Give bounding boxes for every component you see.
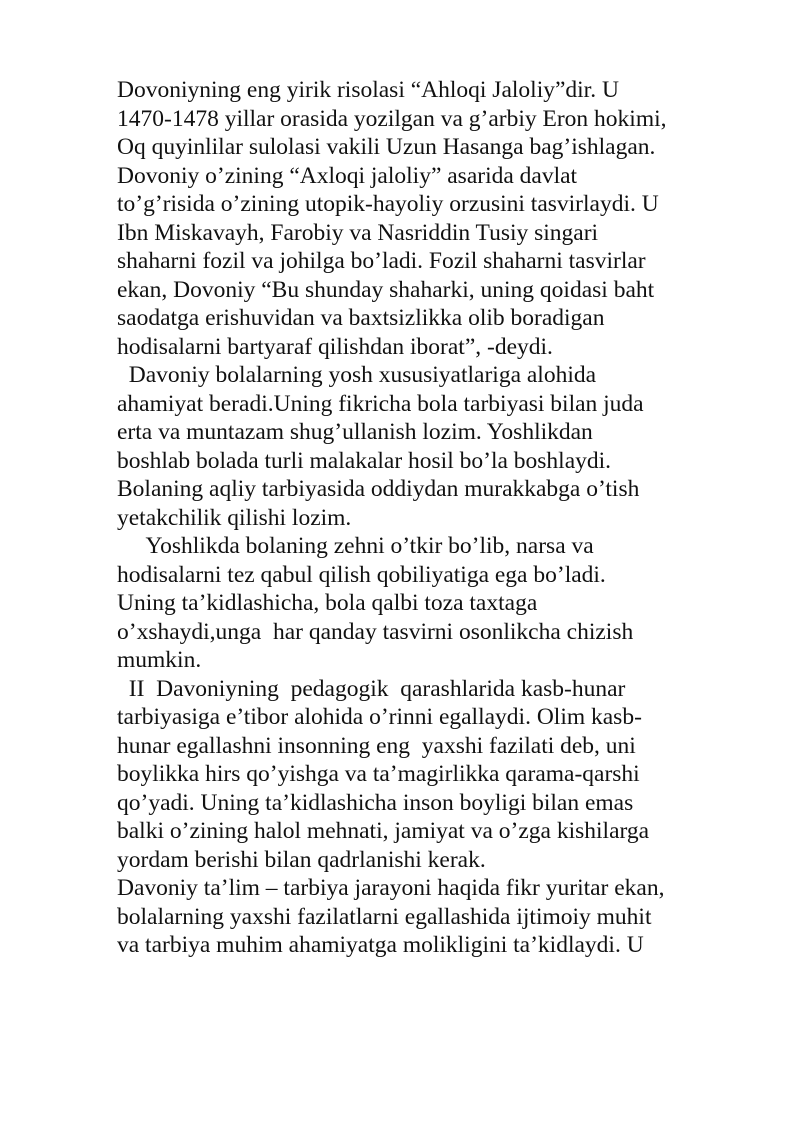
text-line: II Davoniyning pedagogik qarashlarida kasb-hunar (117, 675, 626, 702)
text-line: Davoniy ta’lim – tarbiya jarayoni haqida fikr yuritar ekan, (117, 875, 665, 901)
text-line: Bolaning aqliy tarbiyasida oddiydan murakkabga o’tish (117, 476, 640, 502)
text-line: Dovoniy o’zining “Axloqi jaloliy” asarida davlat (117, 162, 578, 189)
text-line: to’g’risida o’zining utopik-hayoliy orzusini tasvirlaydi. U (117, 191, 659, 217)
text-line: Oq quyinlilar sulolasi vakili Uzun Hasanga bag’ishlagan. (117, 134, 656, 160)
text-line: hodisalarni tez qabul qilish qobiliyatiga ega bo’ladi. (117, 561, 606, 588)
text-line: Ibn Miskavayh, Farobiy va Nasriddin Tusiy singari (117, 219, 599, 246)
text-line: hunar egallashni insonning eng yaxshi fazilati deb, uni (117, 732, 636, 759)
text-line: shaharni fozil va johilga bo’ladi. Fozil shaharni tasvirlar (117, 248, 646, 274)
text-line: Dovoniyning eng yirik risolasi “Ahloqi Jaloliy”dir. U (117, 77, 619, 103)
text-line: 1470-1478 yillar orasida yozilgan va g’arbiy Eron hokimi, (117, 105, 667, 132)
text-line: mumkin. (117, 647, 202, 673)
text-line: bolalarning yaxshi fazilatlarni egallashida ijtimoiy muhit (117, 903, 652, 930)
text-line: qo’yadi. Uning ta’kidlashicha inson boyligi bilan emas (117, 789, 634, 816)
body-text (117, 76, 757, 960)
text-line: Davoniy bolalarning yosh xususiyatlariga alohida (117, 362, 597, 388)
text-line: ahamiyat beradi.Uning fikricha bola tarbiyasi bilan juda (117, 390, 644, 417)
text-line: balki o’zining halol mehnati, jamiyat va o’zga kishilarga (117, 818, 650, 844)
text-line: Yoshlikda bolaning zehni o’tkir bo’lib, narsa va (117, 533, 594, 559)
text-line: yetakchilik qilishi lozim. (117, 504, 352, 531)
text-line: boshlab bolada turli malakalar hosil bo’la boshlaydi. (117, 447, 612, 474)
text-line: saodatga erishuvidan va baxtsizlikka olib boradigan (117, 305, 605, 331)
text-line: hodisalarni bartyaraf qilishdan iborat”, -deydi. (117, 333, 553, 360)
text-line: boylikka hirs qo’yishga va ta’magirlikka qarama-qarshi (117, 761, 640, 787)
text-line: erta va muntazam shug’ullanish lozim. Yoshlikdan (117, 419, 593, 445)
text-line: yordam berishi bilan qadrlanishi kerak. (117, 846, 486, 873)
text-line: o’xshaydi,unga har qanday tasvirni osonlikcha chizish (117, 618, 634, 645)
text-line: tarbiyasiga e’tibor alohida o’rinni egallaydi. Olim kasb- (117, 704, 642, 730)
text-line: ekan, Dovoniy “Bu shunday shaharki, uning qoidasi baht (117, 276, 655, 303)
text-line: va tarbiya muhim ahamiyatga molikligini ta’kidlaydi. U (117, 932, 644, 958)
text-line: Uning ta’kidlashicha, bola qalbi toza taxtaga (117, 590, 538, 616)
